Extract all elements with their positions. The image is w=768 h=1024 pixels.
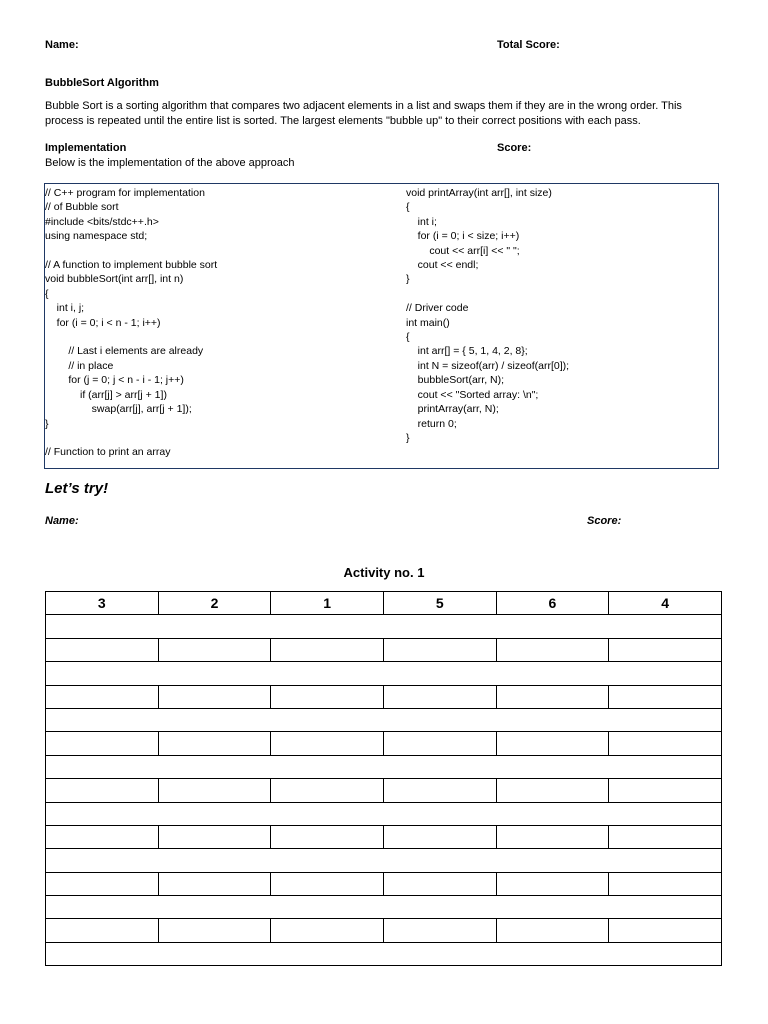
code-line: int arr[] = { 5, 1, 4, 2, 8}; [406,345,528,358]
blank-cell[interactable] [609,732,722,755]
table-row [46,755,722,778]
blank-merged-cell[interactable] [46,615,722,638]
code-line: } [406,431,410,444]
implementation-title: Implementation [45,142,127,154]
blank-cell[interactable] [271,732,384,755]
name-label: Name: [45,39,79,51]
code-line: } [45,417,49,430]
header-cell: 6 [496,592,609,615]
blank-cell[interactable] [158,919,271,942]
table-row [46,732,722,755]
blank-cell[interactable] [496,779,609,802]
header-cell: 4 [609,592,722,615]
total-score-label: Total Score: [497,39,560,51]
blank-cell[interactable] [46,732,159,755]
blank-cell[interactable] [46,825,159,848]
blank-cell[interactable] [158,685,271,708]
code-box [44,183,719,469]
blank-cell[interactable] [158,732,271,755]
description-line-2: process is repeated until the entire list is sorted. The largest elements "bubble up" to their correct positions with each pass. [45,115,641,127]
code-line: { [406,201,410,214]
code-line: using namespace std; [45,230,148,243]
blank-cell[interactable] [383,638,496,661]
lets-try-score-label: Score: [587,515,622,527]
code-line [45,431,217,445]
blank-cell[interactable] [158,638,271,661]
code-line: int main() [406,316,450,329]
blank-cell[interactable] [158,825,271,848]
blank-cell[interactable] [609,872,722,895]
blank-cell[interactable] [609,825,722,848]
table-row [46,896,722,919]
code-line: #include <bits/stdc++.h> [45,215,159,228]
blank-cell[interactable] [271,872,384,895]
code-line: bubbleSort(arr, N); [406,374,505,387]
blank-cell[interactable] [271,779,384,802]
table-header-row [46,592,722,615]
table-row [46,638,722,661]
header-cell: 3 [46,592,159,615]
code-line: // Last i elements are already [45,345,204,358]
blank-cell[interactable] [609,638,722,661]
blank-cell[interactable] [271,685,384,708]
blank-cell[interactable] [496,685,609,708]
lets-try-name-label: Name: [45,515,79,527]
blank-cell[interactable] [158,779,271,802]
code-line: int i, j; [45,302,85,315]
blank-cell[interactable] [46,779,159,802]
blank-cell[interactable] [496,638,609,661]
blank-cell[interactable] [46,638,159,661]
blank-cell[interactable] [496,919,609,942]
blank-cell[interactable] [609,685,722,708]
activity-title: Activity no. 1 [343,565,425,580]
code-line: // A function to implement bubble sort [45,259,218,272]
code-line: cout << arr[i] << " "; [406,244,520,257]
blank-cell[interactable] [383,872,496,895]
blank-cell[interactable] [383,919,496,942]
code-line: { [45,287,49,300]
code-line: cout << endl; [406,259,479,272]
implementation-score-label: Score: [497,142,532,154]
lets-try-heading: Let’s try! [45,480,109,497]
blank-cell[interactable] [383,685,496,708]
blank-cell[interactable] [609,779,722,802]
table-row [46,942,722,965]
code-line: // C++ program for implementation [45,187,205,199]
blank-merged-cell[interactable] [46,942,722,965]
table-row [46,825,722,848]
code-line: // Function to print an array [45,446,171,459]
header-cell: 1 [271,592,384,615]
code-line: for (i = 0; i < n - 1; i++) [45,316,161,329]
blank-merged-cell[interactable] [46,662,722,685]
blank-merged-cell[interactable] [46,802,722,825]
code-line: { [406,331,410,344]
description-line-1: Bubble Sort is a sorting algorithm that compares two adjacent elements in a list and swaps them if they are in the wrong order. This [45,100,682,112]
table-row [46,779,722,802]
code-column-left [45,186,217,460]
code-line: swap(arr[j], arr[j + 1]); [45,403,192,416]
blank-cell[interactable] [46,685,159,708]
blank-cell[interactable] [609,919,722,942]
code-column-right [406,186,569,445]
blank-cell[interactable] [271,638,384,661]
code-line [406,287,569,301]
table-row [46,615,722,638]
code-line: printArray(arr, N); [406,403,499,416]
blank-cell[interactable] [496,872,609,895]
blank-merged-cell[interactable] [46,755,722,778]
activity-table [45,591,722,966]
code-line: for (i = 0; i < size; i++) [406,230,520,243]
blank-cell[interactable] [271,825,384,848]
code-line: // in place [45,359,114,372]
blank-cell[interactable] [46,872,159,895]
table-row [46,685,722,708]
code-line: // Driver code [406,302,469,315]
blank-merged-cell[interactable] [46,708,722,731]
code-line [45,244,217,258]
blank-cell[interactable] [496,825,609,848]
code-line: // of Bubble sort [45,201,119,214]
implementation-subtitle: Below is the implementation of the above approach [45,157,295,169]
blank-cell[interactable] [271,919,384,942]
blank-cell[interactable] [383,732,496,755]
table-row [46,849,722,872]
code-line: void bubbleSort(int arr[], int n) [45,273,184,286]
code-line: int N = sizeof(arr) / sizeof(arr[0]); [406,359,570,372]
code-line: return 0; [406,417,457,430]
blank-merged-cell[interactable] [46,896,722,919]
section-title: BubbleSort Algorithm [45,77,159,89]
table-row [46,872,722,895]
table-row [46,919,722,942]
blank-cell[interactable] [158,872,271,895]
blank-cell[interactable] [383,779,496,802]
table-row [46,708,722,731]
header-cell: 5 [383,592,496,615]
table-row [46,802,722,825]
table-row [46,662,722,685]
code-line [45,330,217,344]
blank-cell[interactable] [46,919,159,942]
description [45,99,735,129]
code-line: void printArray(int arr[], int size) [406,187,552,199]
code-line: int i; [406,215,437,228]
code-line: for (j = 0; j < n - i - 1; j++) [45,374,184,387]
blank-cell[interactable] [383,825,496,848]
blank-cell[interactable] [496,732,609,755]
code-line: if (arr[j] > arr[j + 1]) [45,388,167,401]
code-line: cout << "Sorted array: \n"; [406,388,539,401]
header-cell: 2 [158,592,271,615]
blank-merged-cell[interactable] [46,849,722,872]
code-line: } [406,273,410,286]
